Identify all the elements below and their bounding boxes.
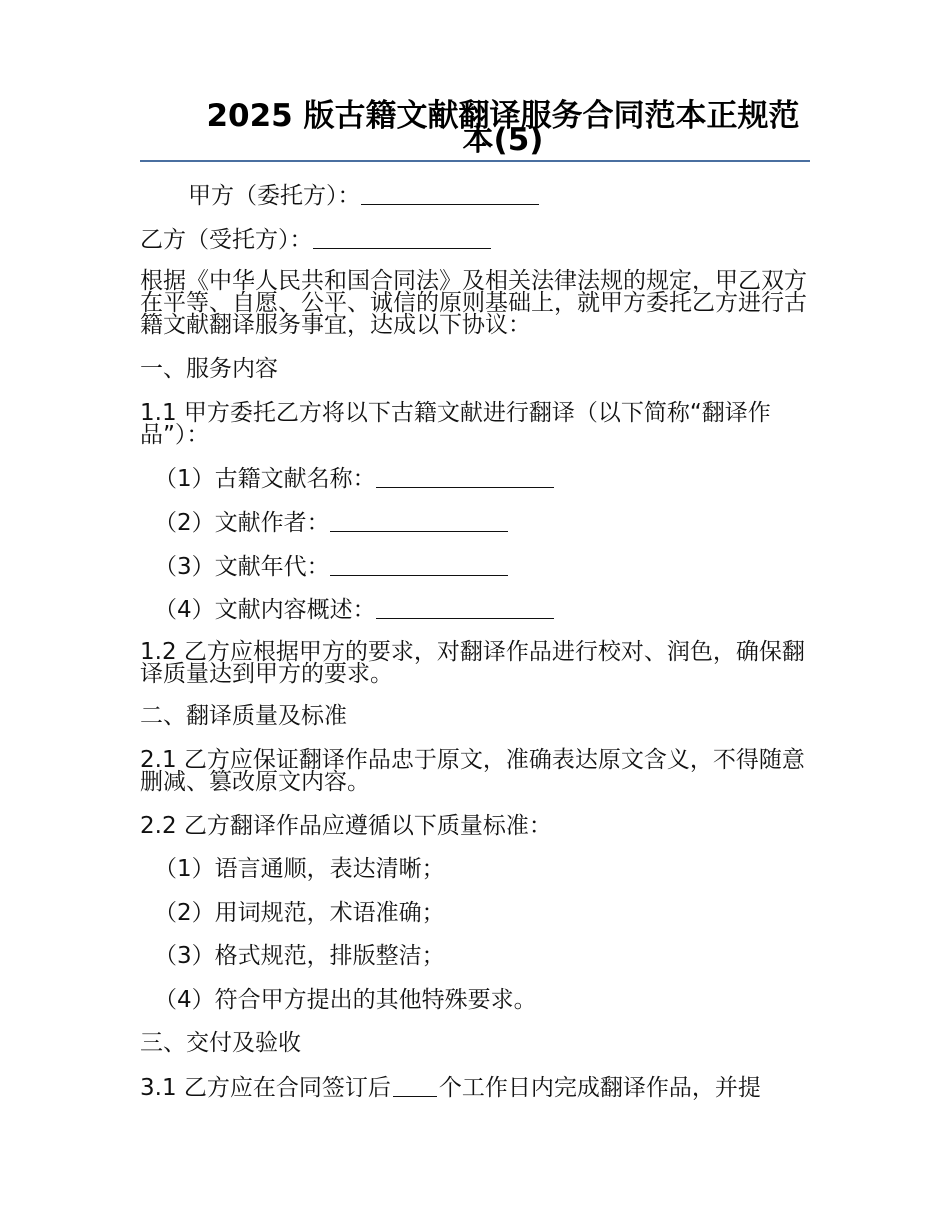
party-b-line: [140, 228, 810, 252]
clause-1-1: 1.1 甲方委托乙方将以下古籍文献进行翻译（以下简称“翻译作品”）：: [140, 400, 771, 448]
list-item: [154, 598, 824, 622]
document-title: 2025 版古籍文献翻译服务合同范本正规范本(5): [206, 98, 800, 158]
clause-3-1-start: 3.1 乙方应在合同签订后: [140, 1075, 391, 1101]
party-a-label: 甲方（委托方）：: [188, 183, 361, 209]
clause-2-1: 2.1 乙方应保证翻译作品忠于原文，准确表达原文含义，不得随意删减、篡改原文内容。: [140, 747, 805, 795]
title-underline: [140, 160, 810, 162]
list-item: [154, 511, 824, 535]
list-item: （4）符合甲方提出的其他特殊要求。: [154, 987, 537, 1013]
list-item: [154, 467, 824, 491]
section-3-heading: 三、交付及验收: [140, 1030, 301, 1056]
item-label: （4）文献内容概述：: [154, 597, 376, 623]
party-a-line: [188, 184, 858, 208]
working-days-blank[interactable]: [393, 1076, 437, 1097]
party-a-blank[interactable]: [361, 184, 539, 205]
party-b-label: 乙方（受托方）：: [140, 227, 313, 253]
clause-1-2: 1.2 乙方应根据甲方的要求，对翻译作品进行校对、润色，确保翻译质量达到甲方的要求。: [140, 639, 805, 687]
party-b-blank[interactable]: [313, 228, 491, 249]
era-blank[interactable]: [330, 555, 508, 576]
list-item: （3）格式规范，排版整洁；: [154, 943, 445, 969]
item-label: （3）文献年代：: [154, 554, 330, 580]
clause-3-1-end: 个工作日内完成翻译作品，并提: [438, 1075, 761, 1101]
item-label: （2）文献作者：: [154, 510, 330, 536]
list-item: （2）用词规范，术语准确；: [154, 900, 445, 926]
clause-3-1: [140, 1076, 810, 1100]
ancient-text-name-blank[interactable]: [376, 467, 554, 488]
section-1-heading: 一、服务内容: [140, 356, 278, 382]
clause-2-2: 2.2 乙方翻译作品应遵循以下质量标准：: [140, 813, 552, 839]
content-summary-blank[interactable]: [376, 598, 554, 619]
preamble-paragraph: 根据《中华人民共和国合同法》及相关法律法规的规定，甲乙双方在平等、自愿、公平、诚信的原则基础上，就甲方委托乙方进行古籍文献翻译服务事宜，达成以下协议：: [140, 268, 807, 338]
list-item: （1）语言通顺，表达清晰；: [154, 856, 445, 882]
list-item: [154, 555, 824, 579]
author-blank[interactable]: [330, 511, 508, 532]
section-2-heading: 二、翻译质量及标准: [140, 703, 347, 729]
item-label: （1）古籍文献名称：: [154, 466, 376, 492]
